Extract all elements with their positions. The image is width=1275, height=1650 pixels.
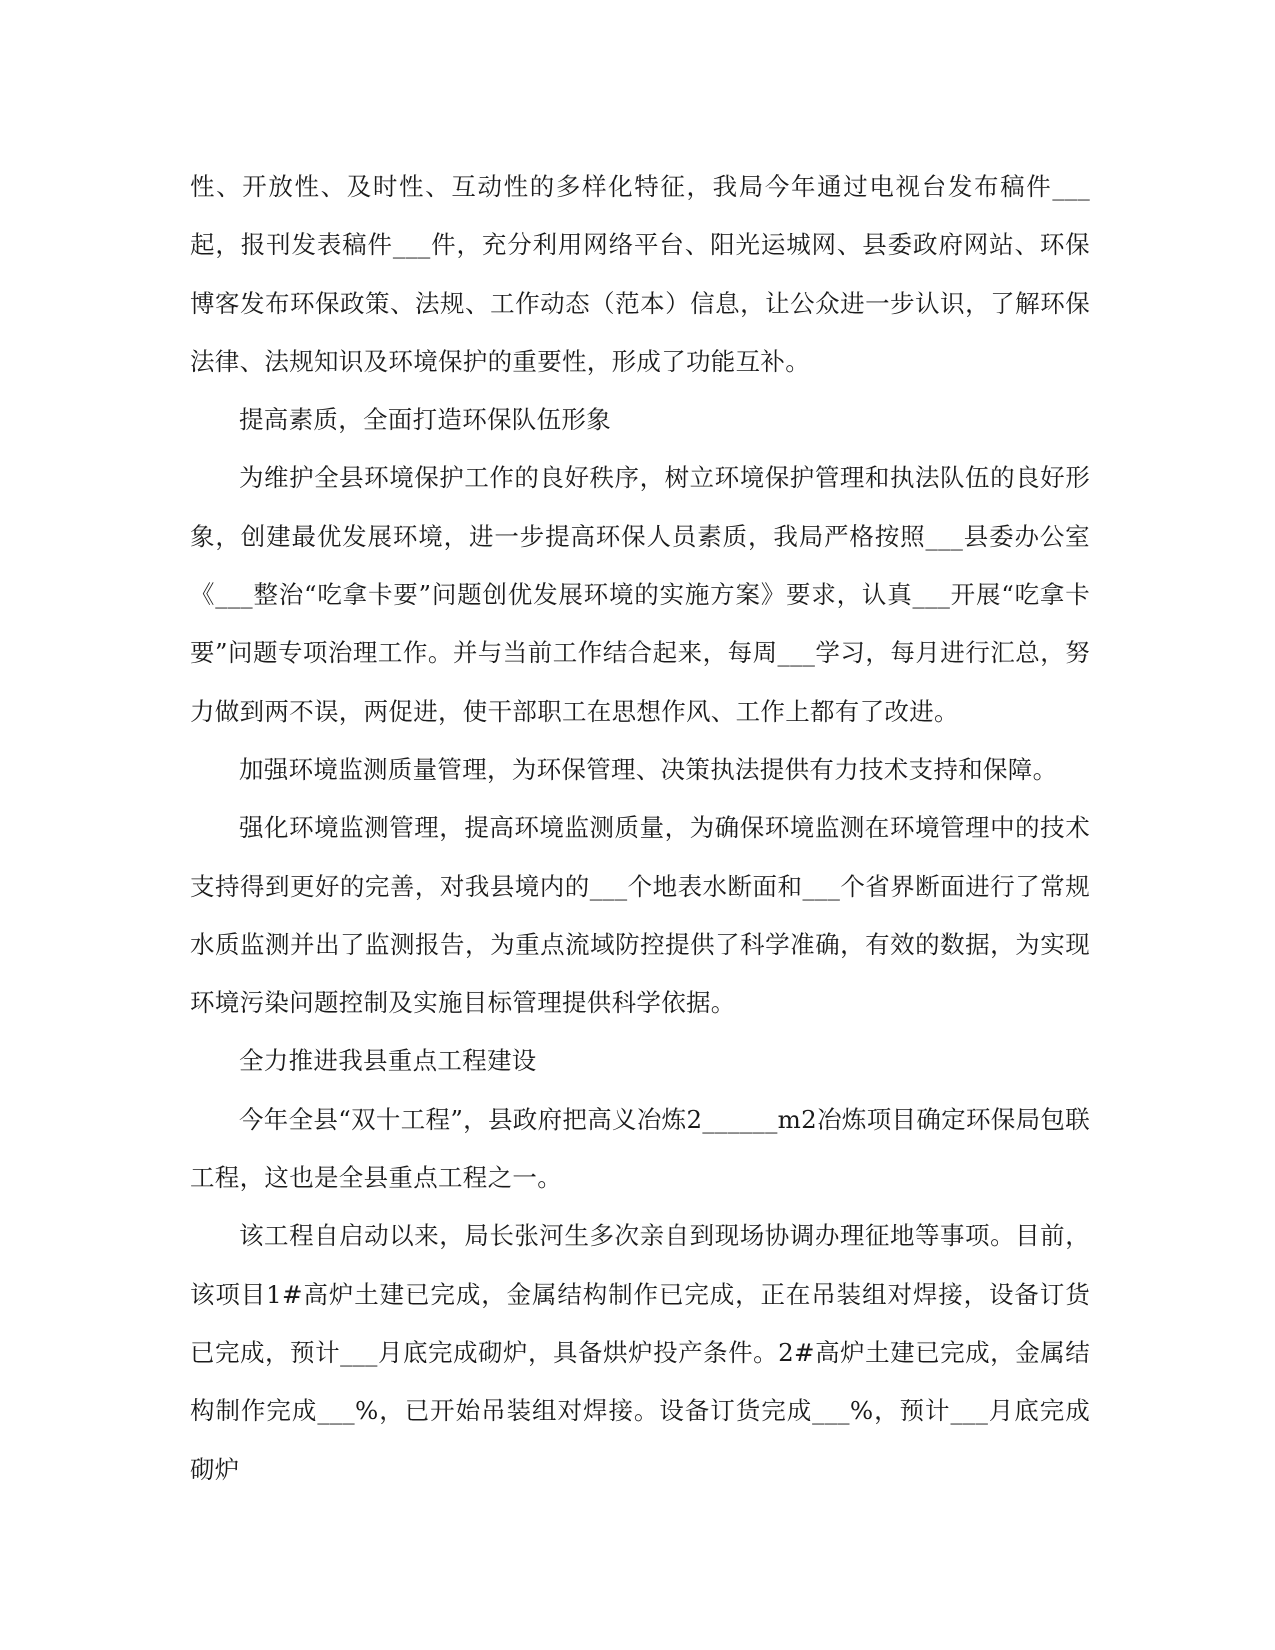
document-body bbox=[190, 158, 1090, 1499]
paragraph-continuation: 性、开放性、及时性、互动性的多样化特征，我局今年通过电视台发布稿件___起，报刊发表稿件___件，充分利用网络平台、阳光运城网、县委政府网站、环保博客发布环保政策、法规、工作动态（范本）信息，让公众进一步认识，了解环保法律、法规知识及环境保护的重要性，形成了功能互补。 bbox=[190, 172, 1090, 376]
paragraph: 该工程自启动以来，局长张河生多次亲自到现场协调办理征地等事项。目前，该项目1#高炉土建已完成，金属结构制作已完成，正在吊装组对焊接，设备订货已完成，预计___月底完成砌炉，具备烘炉投产条件。2#高炉土建已完成，金属结构制作完成___%，已开始吊装组对焊接。设备订货完成___%，预计___月底完成砌炉 bbox=[190, 1221, 1090, 1484]
paragraph: 强化环境监测管理，提高环境监测质量，为确保环境监测在环境管理中的技术支持得到更好的完善，对我县境内的___个地表水断面和___个省界断面进行了常规水质监测并出了监测报告，为重点流域防控提供了科学准确，有效的数据，为实现环境污染问题控制及实施目标管理提供科学依据。 bbox=[190, 813, 1090, 1018]
paragraph: 为维护全县环境保护工作的良好秩序，树立环境保护管理和执法队伍的良好形象，创建最优发展环境，进一步提高环保人员素质，我局严格按照___县委办公室《___整治“吃拿卡要”问题创优发展环境的实施方案》要求，认真___开展“吃拿卡要”问题专项治理工作。并与当前工作结合起来，每周___学习，每月进行汇总，努力做到两不误，两促进，使干部职工在思想作风、工作上都有了改进。 bbox=[190, 463, 1090, 726]
section-heading: 加强环境监测质量管理，为环保管理、决策执法提供有力技术支持和保障。 bbox=[239, 754, 1058, 784]
paragraph: 今年全县“双十工程”，县政府把高义冶炼2______m2冶炼项目确定环保局包联工程，这也是全县重点工程之一。 bbox=[190, 1104, 1090, 1193]
section-heading: 提高素质，全面打造环保队伍形象 bbox=[239, 405, 611, 435]
section-heading: 全力推进我县重点工程建设 bbox=[239, 1046, 537, 1076]
